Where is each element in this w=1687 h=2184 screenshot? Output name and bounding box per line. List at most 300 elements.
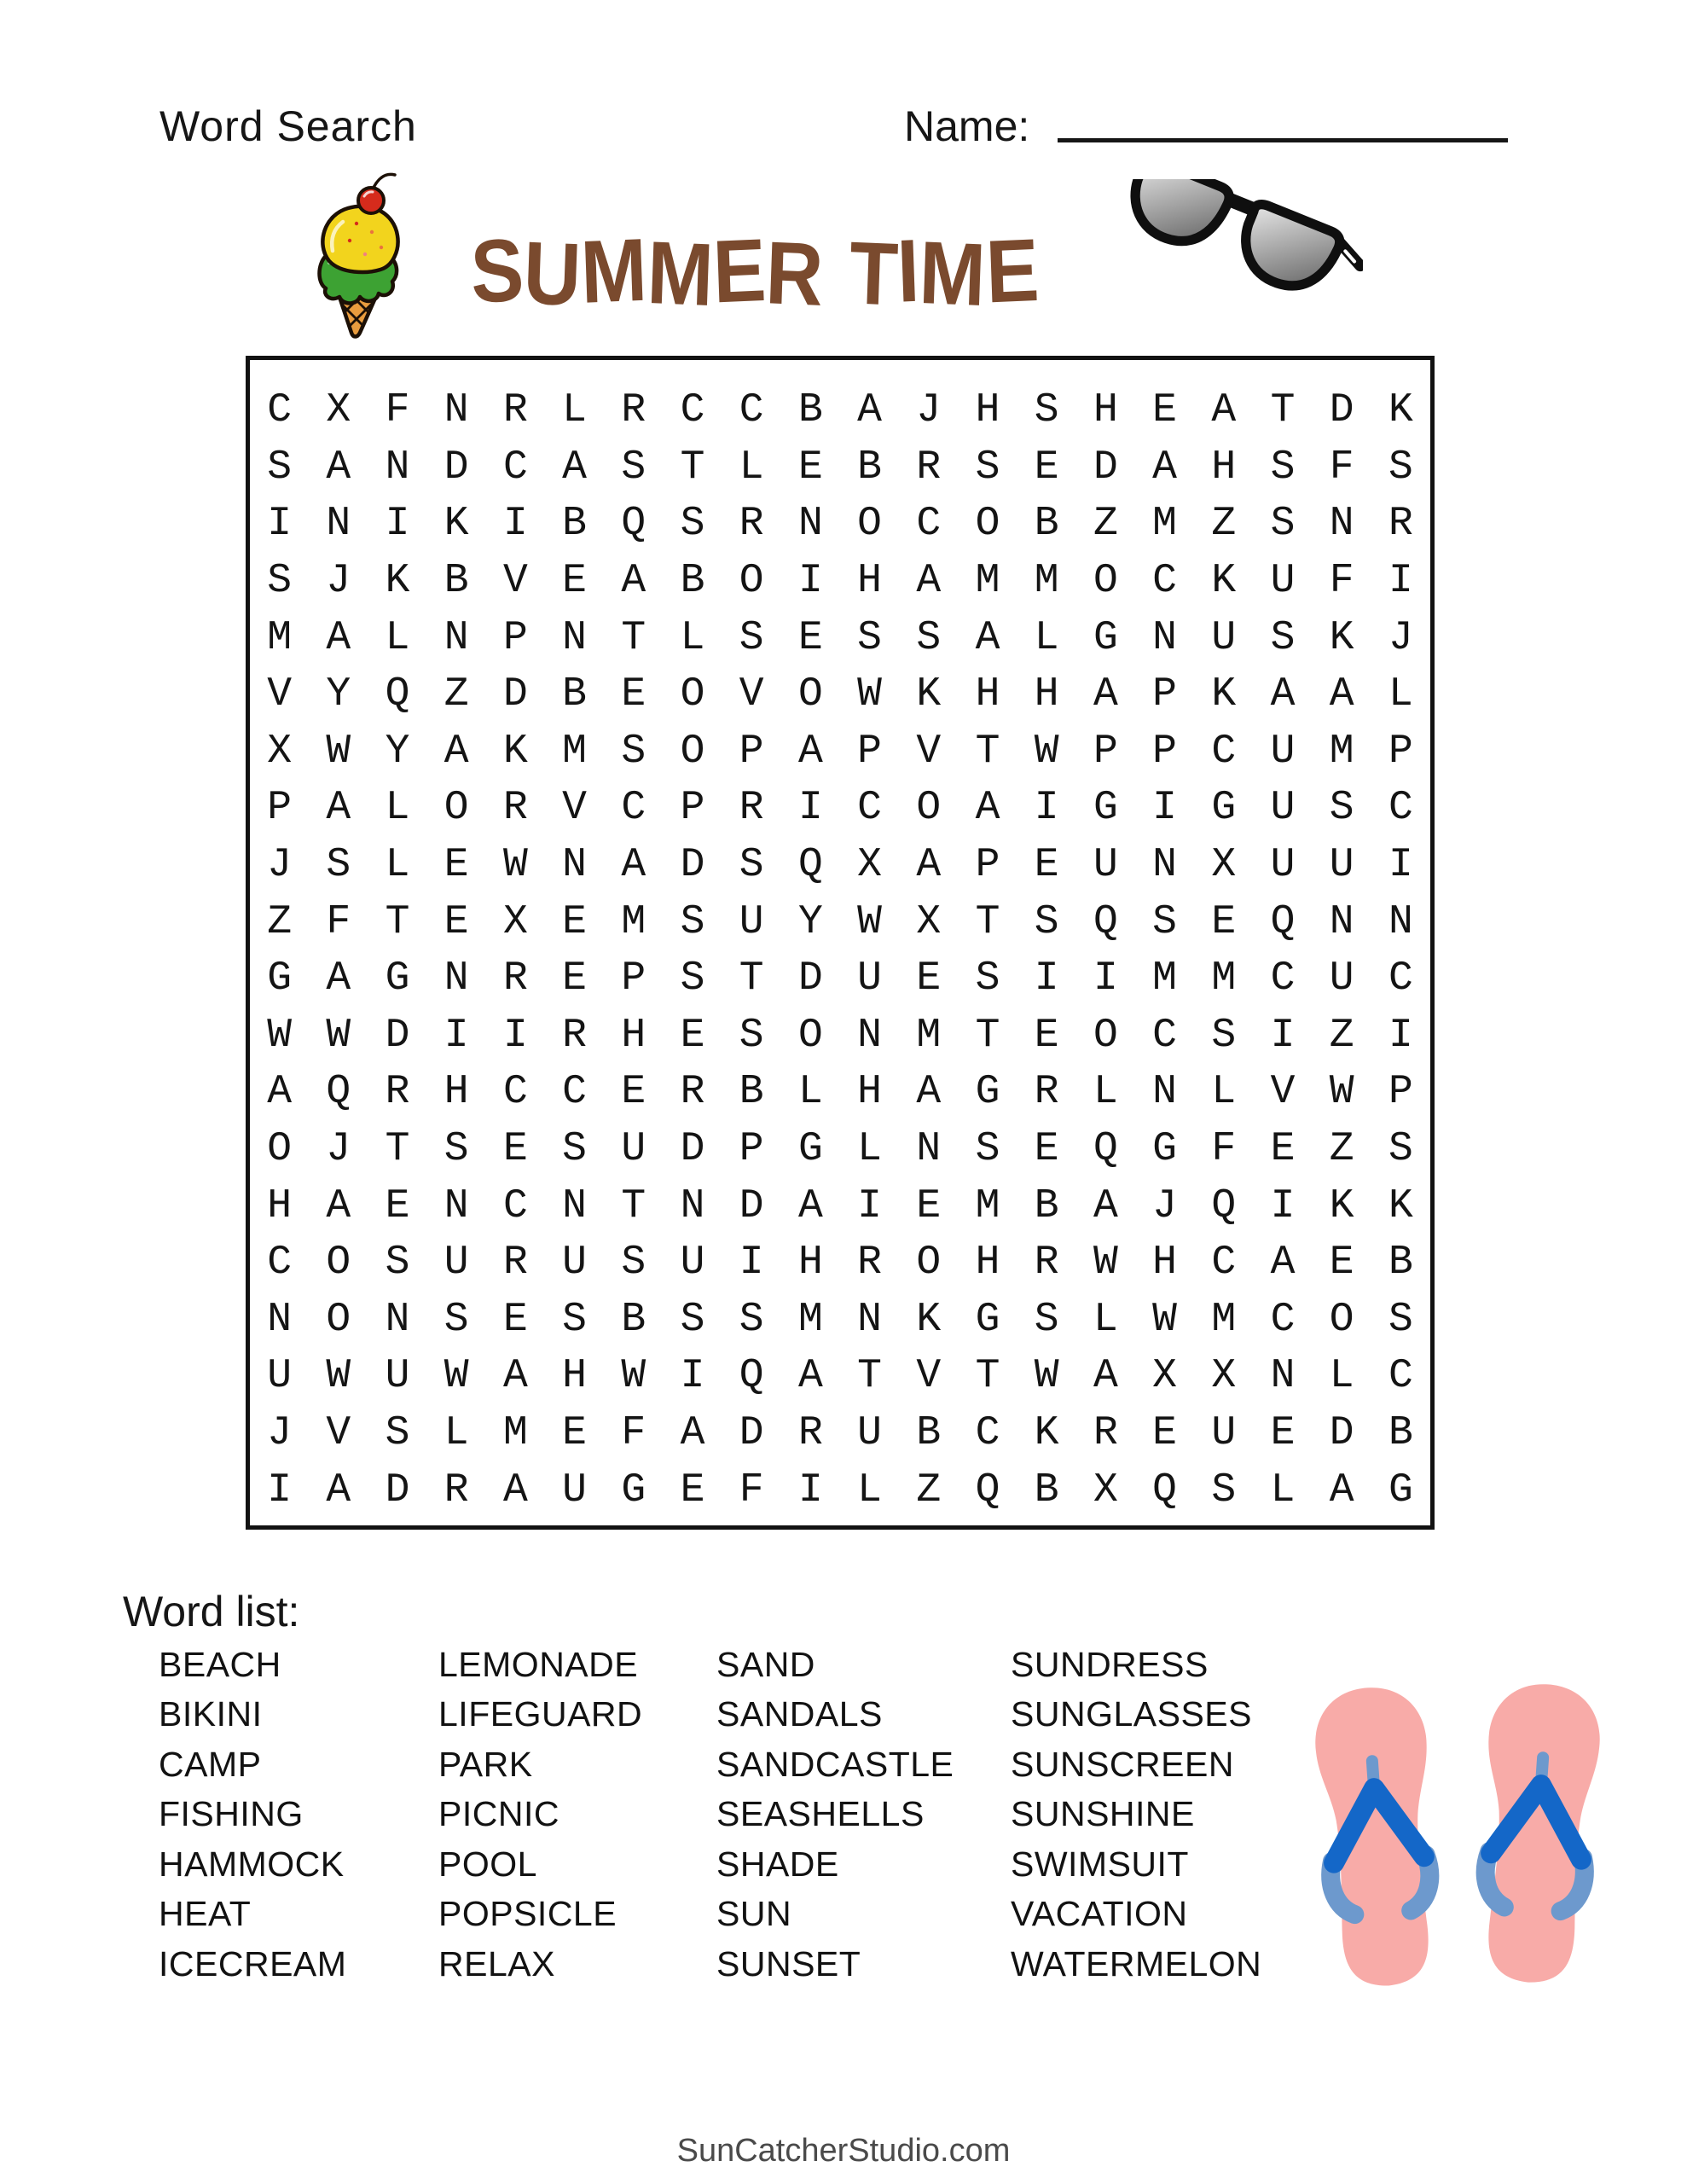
grid-letter: U <box>1270 842 1296 889</box>
grid-letter: W <box>326 728 351 775</box>
grid-letter: E <box>1329 1240 1354 1287</box>
grid-letter: D <box>680 842 705 889</box>
grid-letter: A <box>1211 387 1237 434</box>
grid-letter: S <box>1211 1012 1237 1059</box>
grid-letter: Z <box>1093 501 1118 548</box>
grid-letter: M <box>562 728 587 775</box>
grid-letter: X <box>916 898 942 945</box>
grid-letter: R <box>797 1410 823 1457</box>
grid-letter: Z <box>1211 501 1237 548</box>
grid-letter: A <box>443 728 469 775</box>
grid-letter: E <box>1034 842 1059 889</box>
grid-letter: O <box>975 501 1000 548</box>
grid-letter: R <box>385 1069 410 1116</box>
title-letter <box>822 219 851 322</box>
grid-letter: P <box>1152 671 1177 718</box>
grid-letter: I <box>1388 1012 1413 1059</box>
grid-letter: R <box>1034 1069 1059 1116</box>
grid-letter: A <box>1270 1240 1296 1287</box>
grid-letter: C <box>621 785 646 832</box>
grid-letter: A <box>1093 1182 1118 1229</box>
grid-letter: X <box>502 898 528 945</box>
grid-letter: U <box>1093 842 1118 889</box>
grid-letter: I <box>267 1467 292 1513</box>
grid-letter: U <box>1270 558 1296 605</box>
grid-letter: X <box>1093 1467 1118 1513</box>
grid-letter: R <box>1388 501 1413 548</box>
grid-letter: F <box>1211 1126 1237 1173</box>
grid-letter: B <box>1388 1410 1413 1457</box>
grid-letter: A <box>326 1467 351 1513</box>
grid-letter: I <box>1152 785 1177 832</box>
grid-letter: U <box>739 898 764 945</box>
grid-letter: W <box>857 671 882 718</box>
grid-letter: E <box>680 1012 705 1059</box>
grid-letter: T <box>1270 387 1296 434</box>
grid-letter: A <box>326 1182 351 1229</box>
flip-flops-icon <box>1298 1669 1619 2041</box>
grid-letter: I <box>797 1467 823 1513</box>
grid-letter: W <box>1093 1240 1118 1287</box>
word-item: POPSICLE <box>438 1894 617 1934</box>
word-item: HAMMOCK <box>159 1844 345 1884</box>
grid-letter: D <box>1329 1410 1354 1457</box>
grid-letter: W <box>1329 1069 1354 1116</box>
word-item: WATERMELON <box>1011 1943 1262 1984</box>
grid-letter: B <box>621 1296 646 1343</box>
grid-letter: X <box>326 387 351 434</box>
grid-letter: L <box>385 785 410 832</box>
grid-letter: E <box>797 444 823 491</box>
grid-letter: D <box>502 671 528 718</box>
grid-letter: S <box>857 614 882 661</box>
grid-letter: U <box>857 956 882 1002</box>
grid-letter: U <box>562 1467 587 1513</box>
grid-letter: S <box>739 614 764 661</box>
grid-letter: N <box>562 842 587 889</box>
grid-letter: C <box>1152 558 1177 605</box>
grid-letter: N <box>1152 614 1177 661</box>
grid-letter: G <box>621 1467 646 1513</box>
grid-letter: S <box>975 956 1000 1002</box>
grid-letter: A <box>326 444 351 491</box>
grid-letter: G <box>1211 785 1237 832</box>
grid-letter: K <box>1388 387 1413 434</box>
grid-letter: V <box>916 1353 942 1400</box>
grid-letter: P <box>502 614 528 661</box>
grid-letter: I <box>680 1353 705 1400</box>
grid-letter: T <box>975 728 1000 775</box>
grid-letter: F <box>385 387 410 434</box>
grid-letter: D <box>385 1012 410 1059</box>
name-label: Name: <box>904 102 1030 150</box>
grid-letter: U <box>621 1126 646 1173</box>
grid-letter: O <box>326 1240 351 1287</box>
sunglasses-frame <box>1109 179 1363 310</box>
grid-letter: G <box>1093 614 1118 661</box>
word-item: PICNIC <box>438 1794 559 1834</box>
grid-letter: C <box>1211 728 1237 775</box>
grid-letter: D <box>680 1126 705 1173</box>
grid-letter: M <box>1211 956 1237 1002</box>
grid-letter: A <box>916 1069 942 1116</box>
grid-letter: N <box>797 501 823 548</box>
grid-letter: I <box>1034 956 1059 1002</box>
title-letter: M <box>645 222 716 325</box>
grid-letter: A <box>326 956 351 1002</box>
grid-letter: L <box>1093 1069 1118 1116</box>
grid-letter: U <box>562 1240 587 1287</box>
grid-letter: W <box>1034 728 1059 775</box>
grid-letter: D <box>1093 444 1118 491</box>
page-type-label: Word Search <box>159 102 417 150</box>
grid-letter: F <box>326 898 351 945</box>
grid-letter: U <box>1270 785 1296 832</box>
grid-letter: T <box>975 1353 1000 1400</box>
grid-letter: S <box>1329 785 1354 832</box>
grid-letter: L <box>1270 1467 1296 1513</box>
grid-letter: K <box>916 671 942 718</box>
grid-letter: J <box>326 558 351 605</box>
grid-letter: T <box>680 444 705 491</box>
grid-letter: H <box>267 1182 292 1229</box>
word-item: SUN <box>716 1894 792 1934</box>
name-blank-line <box>1058 107 1508 142</box>
grid-letter: M <box>916 1012 942 1059</box>
grid-letter: I <box>1034 785 1059 832</box>
grid-letter: S <box>267 558 292 605</box>
grid-letter: W <box>443 1353 469 1400</box>
grid-letter: C <box>857 785 882 832</box>
grid-letter: M <box>1329 728 1354 775</box>
grid-letter: G <box>1152 1126 1177 1173</box>
grid-letter: I <box>797 785 823 832</box>
word-item: HEAT <box>159 1894 252 1934</box>
grid-letter: S <box>267 444 292 491</box>
grid-letter: E <box>1152 387 1177 434</box>
grid-letter: L <box>562 387 587 434</box>
grid-letter: A <box>1329 671 1354 718</box>
grid-letter: N <box>562 1182 587 1229</box>
grid-letter: R <box>502 387 528 434</box>
grid-letter: R <box>739 501 764 548</box>
grid-letter: Q <box>1152 1467 1177 1513</box>
grid-letter: A <box>1093 671 1118 718</box>
word-item: CAMP <box>159 1744 262 1784</box>
grid-letter: S <box>443 1126 469 1173</box>
grid-letter: N <box>443 387 469 434</box>
grid-letter: M <box>797 1296 823 1343</box>
grid-letter: Y <box>326 671 351 718</box>
grid-letter: P <box>267 785 292 832</box>
grid-letter: N <box>857 1012 882 1059</box>
grid-letter: G <box>975 1069 1000 1116</box>
grid-letter: V <box>739 671 764 718</box>
grid-letter: S <box>443 1296 469 1343</box>
grid-letter: A <box>1093 1353 1118 1400</box>
grid-letter: D <box>443 444 469 491</box>
grid-letter: E <box>1270 1126 1296 1173</box>
grid-letter: E <box>562 558 587 605</box>
grid-letter: N <box>1152 842 1177 889</box>
grid-letter: C <box>1388 1353 1413 1400</box>
grid-letter: U <box>1270 728 1296 775</box>
word-item: SUNSET <box>716 1943 861 1984</box>
grid-letter: A <box>680 1410 705 1457</box>
grid-letter: T <box>621 614 646 661</box>
grid-letter: E <box>443 898 469 945</box>
grid-letter: S <box>1034 387 1059 434</box>
grid-letter: L <box>385 614 410 661</box>
grid-letter: S <box>1034 1296 1059 1343</box>
grid-letter: N <box>385 1296 410 1343</box>
grid-letter: S <box>562 1296 587 1343</box>
grid-letter: E <box>916 1182 942 1229</box>
grid-letter: X <box>1211 842 1237 889</box>
grid-letter: R <box>621 387 646 434</box>
word-item: SUNSHINE <box>1011 1794 1195 1834</box>
grid-letter: V <box>562 785 587 832</box>
grid-letter: B <box>443 558 469 605</box>
word-list-column <box>438 1640 642 1989</box>
grid-letter: T <box>739 956 764 1002</box>
grid-letter: I <box>502 501 528 548</box>
grid-letter: H <box>975 671 1000 718</box>
grid-letter: N <box>680 1182 705 1229</box>
grid-letter: N <box>1329 501 1354 548</box>
title-letter: M <box>579 219 649 322</box>
grid-letter: R <box>857 1240 882 1287</box>
grid-letter: K <box>443 501 469 548</box>
grid-letter: X <box>267 728 292 775</box>
word-item: VACATION <box>1011 1894 1188 1934</box>
grid-letter: B <box>680 558 705 605</box>
grid-letter: R <box>1034 1240 1059 1287</box>
grid-letter: V <box>916 728 942 775</box>
title-letter: U <box>522 223 583 325</box>
grid-letter: B <box>1388 1240 1413 1287</box>
grid-letter: Q <box>1211 1182 1237 1229</box>
grid-letter: C <box>267 387 292 434</box>
grid-letter: J <box>267 1410 292 1457</box>
grid-letter: U <box>680 1240 705 1287</box>
letter-grid <box>246 356 1435 1530</box>
right-flip-flop <box>1472 1681 1603 1986</box>
grid-letter: B <box>857 444 882 491</box>
grid-letter: A <box>1152 444 1177 491</box>
grid-letter: A <box>975 614 1000 661</box>
grid-letter: E <box>562 956 587 1002</box>
grid-letter: E <box>621 671 646 718</box>
grid-letter: V <box>326 1410 351 1457</box>
footer-credit: SunCatcherStudio.com <box>676 2133 1011 2169</box>
grid-letter: C <box>1211 1240 1237 1287</box>
grid-letter: L <box>1093 1296 1118 1343</box>
grid-letter: U <box>1211 614 1237 661</box>
grid-letter: D <box>739 1410 764 1457</box>
grid-letter: U <box>1329 956 1354 1002</box>
grid-letter: S <box>385 1410 410 1457</box>
grid-letter: D <box>739 1182 764 1229</box>
grid-letter: Z <box>1329 1126 1354 1173</box>
grid-letter: C <box>267 1240 292 1287</box>
grid-letter: A <box>797 1182 823 1229</box>
grid-letter: N <box>443 614 469 661</box>
grid-letter: P <box>1152 728 1177 775</box>
grid-letter: L <box>443 1410 469 1457</box>
grid-letter: S <box>1211 1467 1237 1513</box>
grid-letter: P <box>621 956 646 1002</box>
grid-letter: E <box>1270 1410 1296 1457</box>
grid-letter: J <box>267 842 292 889</box>
grid-letter: A <box>1270 671 1296 718</box>
grid-letter: I <box>797 558 823 605</box>
grid-letter: K <box>1329 1182 1354 1229</box>
grid-letter: C <box>1270 1296 1296 1343</box>
grid-letter: E <box>562 898 587 945</box>
grid-letter: N <box>443 956 469 1002</box>
grid-letter: W <box>502 842 528 889</box>
grid-letter: A <box>797 1353 823 1400</box>
title-letter: R <box>764 223 826 325</box>
left-flip-flop <box>1312 1684 1443 1989</box>
grid-letter: R <box>1093 1410 1118 1457</box>
grid-letter: W <box>1152 1296 1177 1343</box>
grid-letter: N <box>267 1296 292 1343</box>
grid-letter: M <box>502 1410 528 1457</box>
grid-letter: E <box>797 614 823 661</box>
grid-letter: S <box>739 1012 764 1059</box>
word-item: SANDCASTLE <box>716 1744 954 1784</box>
word-item: ICECREAM <box>159 1943 347 1984</box>
grid-letter: C <box>680 387 705 434</box>
title-letter: E <box>711 219 768 322</box>
title-letter: M <box>918 222 988 325</box>
word-item: LEMONADE <box>438 1644 639 1684</box>
grid-letter: O <box>739 558 764 605</box>
grid-letter: F <box>1329 558 1354 605</box>
grid-letter: S <box>326 842 351 889</box>
grid-letter: Q <box>739 1353 764 1400</box>
grid-letter: W <box>621 1353 646 1400</box>
grid-letter: B <box>739 1069 764 1116</box>
grid-letter: G <box>1093 785 1118 832</box>
grid-letter: L <box>1034 614 1059 661</box>
grid-letter: N <box>1270 1353 1296 1400</box>
grid-letter: B <box>1034 1182 1059 1229</box>
grid-letter: X <box>1152 1353 1177 1400</box>
grid-letter: H <box>975 387 1000 434</box>
grid-letter: S <box>1388 1296 1413 1343</box>
grid-letter: Z <box>1329 1012 1354 1059</box>
puzzle-title <box>443 219 1066 325</box>
grid-letter: B <box>916 1410 942 1457</box>
grid-letter: V <box>502 558 528 605</box>
grid-letter: S <box>1388 1126 1413 1173</box>
grid-letter: O <box>326 1296 351 1343</box>
grid-letter: S <box>680 501 705 548</box>
grid-letter: P <box>739 1126 764 1173</box>
grid-letter: R <box>443 1467 469 1513</box>
grid-letter: I <box>267 501 292 548</box>
grid-letter: B <box>1034 1467 1059 1513</box>
grid-letter: R <box>502 1240 528 1287</box>
grid-letter: A <box>857 387 882 434</box>
grid-letter: L <box>857 1126 882 1173</box>
grid-letter: C <box>502 1182 528 1229</box>
grid-letter: P <box>1388 1069 1413 1116</box>
grid-letter: L <box>1388 671 1413 718</box>
grid-letter: O <box>1093 1012 1118 1059</box>
word-item: SANDALS <box>716 1694 883 1734</box>
word-item: RELAX <box>438 1943 555 1984</box>
grid-letter: A <box>562 444 587 491</box>
grid-letter: R <box>680 1069 705 1116</box>
grid-letter: C <box>502 1069 528 1116</box>
grid-letter: C <box>975 1410 1000 1457</box>
grid-letter: N <box>857 1296 882 1343</box>
grid-letter: O <box>1093 558 1118 605</box>
grid-letter: I <box>502 1012 528 1059</box>
grid-letter: T <box>975 898 1000 945</box>
grid-letter: Z <box>443 671 469 718</box>
grid-letter: A <box>916 558 942 605</box>
grid-letter: C <box>562 1069 587 1116</box>
grid-letter: W <box>326 1353 351 1400</box>
grid-letter: K <box>1329 614 1354 661</box>
word-item: LIFEGUARD <box>438 1694 643 1734</box>
title-letter: T <box>847 223 900 325</box>
grid-letter: T <box>975 1012 1000 1059</box>
grid-letter: S <box>680 1296 705 1343</box>
grid-letter: D <box>385 1467 410 1513</box>
word-item: BEACH <box>159 1644 281 1684</box>
grid-letter: I <box>385 501 410 548</box>
grid-letter: N <box>443 1182 469 1229</box>
grid-letter: A <box>326 785 351 832</box>
grid-letter: S <box>1270 614 1296 661</box>
grid-letter: F <box>739 1467 764 1513</box>
grid-letter: B <box>562 501 587 548</box>
word-list-column <box>1011 1640 1261 1989</box>
grid-letter: S <box>385 1240 410 1287</box>
grid-letter: N <box>326 501 351 548</box>
grid-letter: R <box>916 444 942 491</box>
grid-letter: O <box>916 1240 942 1287</box>
grid-letter: H <box>1152 1240 1177 1287</box>
grid-letter: E <box>916 956 942 1002</box>
grid-letter: E <box>680 1467 705 1513</box>
grid-letter: A <box>502 1353 528 1400</box>
grid-letter: O <box>797 1012 823 1059</box>
grid-letter: H <box>443 1069 469 1116</box>
grid-letter: A <box>1329 1467 1354 1513</box>
grid-letter: E <box>385 1182 410 1229</box>
grid-letter: E <box>1034 1126 1059 1173</box>
grid-letter: V <box>1270 1069 1296 1116</box>
sunglasses-icon <box>1099 179 1363 337</box>
grid-letter: M <box>621 898 646 945</box>
grid-letter: R <box>502 785 528 832</box>
grid-letter: W <box>1034 1353 1059 1400</box>
grid-letter: Y <box>385 728 410 775</box>
grid-letter: L <box>857 1467 882 1513</box>
grid-letter: A <box>916 842 942 889</box>
grid-letter: N <box>1152 1069 1177 1116</box>
grid-letter: C <box>1388 956 1413 1002</box>
grid-letter: A <box>621 842 646 889</box>
grid-letter: A <box>975 785 1000 832</box>
